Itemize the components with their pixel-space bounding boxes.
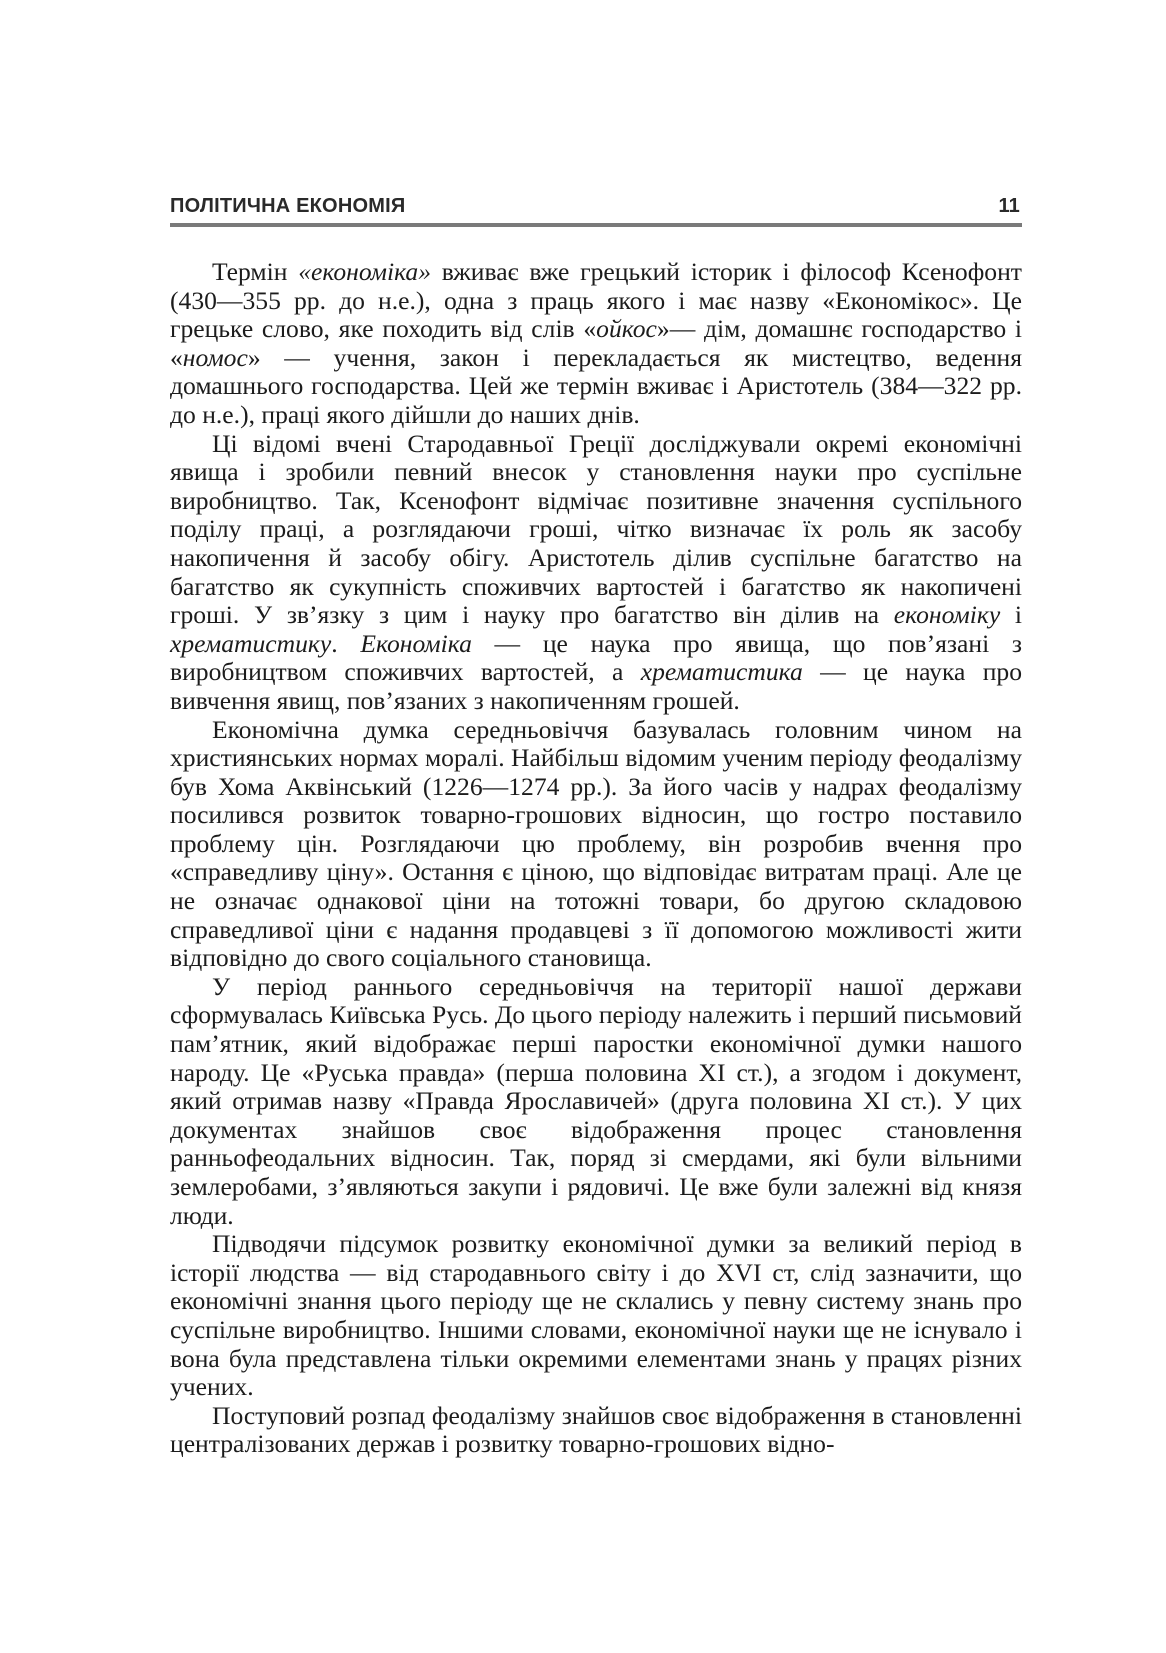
italic-term: номос (182, 342, 248, 372)
text-run: . (331, 628, 361, 658)
italic-term: хрематистика (640, 657, 803, 687)
running-header (170, 188, 1020, 218)
italic-term: хрематистику (170, 628, 332, 658)
text-run: Термін (212, 257, 299, 286)
text-run: і (1000, 600, 1022, 630)
text-run: » — учення, закон і перекладається як мистецтво, ведення домашнього господарства. Цей же термін вживає і Аристотель (384—322 рр. до н.е.), праці якого дійшли до наших днів. (170, 342, 1022, 429)
italic-term: «економіка» (298, 257, 432, 286)
text-run: — це наука про вивчення явищ, пов’язаних з накопиченням грошей. (170, 657, 1022, 715)
italic-term: ойкос (596, 314, 657, 344)
paragraph (170, 973, 1022, 1230)
text-run: Поступовий розпад феодалізму знайшов своє відображення в становленні централізованих держав і розвитку товарно-грошових відно- (170, 1400, 1022, 1459)
header-title: ПОЛІТИЧНА ЕКОНОМІЯ (170, 195, 406, 217)
body-text (170, 258, 1022, 1459)
text-run: Підводячи підсумок розвитку економічної думки за великий період в історії людства — від стародавнього світу і до XVI ст, слід зазначити, що економічні знання цього періоду ще не склались у певну систему знань про суспільне виробництво. Іншими словами, економічної науки ще не існувало і вона була представлена тільки окремими елементами знань у працях різних учених. (170, 1229, 1022, 1402)
italic-term: економіку (893, 600, 1001, 630)
text-run: Ці відомі вчені Стародавньої Греції досліджували окремі економічні явища і зробили певний внесок у становлення науки про суспільне виробництво. Так, Ксенофонт відмічає позитивне значення суспільного поділу праці, а розглядаючи гроші, чітко визначає їх роль як засобу накопичення й засобу обігу. Аристотель ділив суспільне багатство на багатство як сукупність споживчих вартостей і багатство як накопичені гроші. У зв’язку з цим і науку про багатство він ділив на (170, 428, 1022, 630)
header-divider (170, 223, 1022, 227)
paragraph (170, 258, 1022, 430)
text-run: »— дім, домашнє господарство і « (170, 314, 1023, 372)
paragraph (170, 1230, 1022, 1402)
text-run: — це наука про явища, що пов’язані з виробництвом споживчих вартостей, а (170, 628, 1022, 687)
text-run: У період раннього середньовіччя на території нашої держави сформувалась Київська Русь. До цього періоду належить і перший письмовий пам’ятник, який відображає перші паростки економічної думки нашого народу. Це «Руська правда» (перша половина XI ст.), а згодом і документ, який отримав назву «Правда Ярославичей» (друга половина XI ст.). У цих документах знайшов своє відображення процес становлення ранньофеодальних відносин. Так, поряд зі смердами, які були вільними землеробами, з’являються закупи і рядовичі. Це вже були залежні від князя люди. (170, 971, 1022, 1230)
text-run: вживає вже грецький історик і філософ Ксенофонт (430—355 рр. до н.е.), одна з праць якого і має назву «Економікос». Це грецьке слово, яке походить від слів « (170, 257, 1022, 344)
italic-term: Економіка (360, 628, 472, 658)
text-run: Економічна думка середньовіччя базувалась головним чином на християнських нормах моралі. Найбільш відомим ученим періоду феодалізму був Хома Аквінський (1226—1274 рр.). За його часів у надрах феодалізму посилився розвиток товарно-грошових відносин, що гостро поставило проблему цін. Розглядаючи цю проблему, він розробив вчення про «справедливу ціну». Остання є ціною, що відповідає витратам праці. Але це не означає однакової ціни на тотожні товари, бо другою складовою справедливої ціни є надання продавцеві з її допомогою можливості жити відповідно до свого соціального становища. (170, 714, 1022, 973)
page-number: 11 (998, 195, 1020, 217)
paragraph (170, 1402, 1022, 1459)
paragraph (170, 430, 1022, 716)
paragraph (170, 716, 1022, 973)
